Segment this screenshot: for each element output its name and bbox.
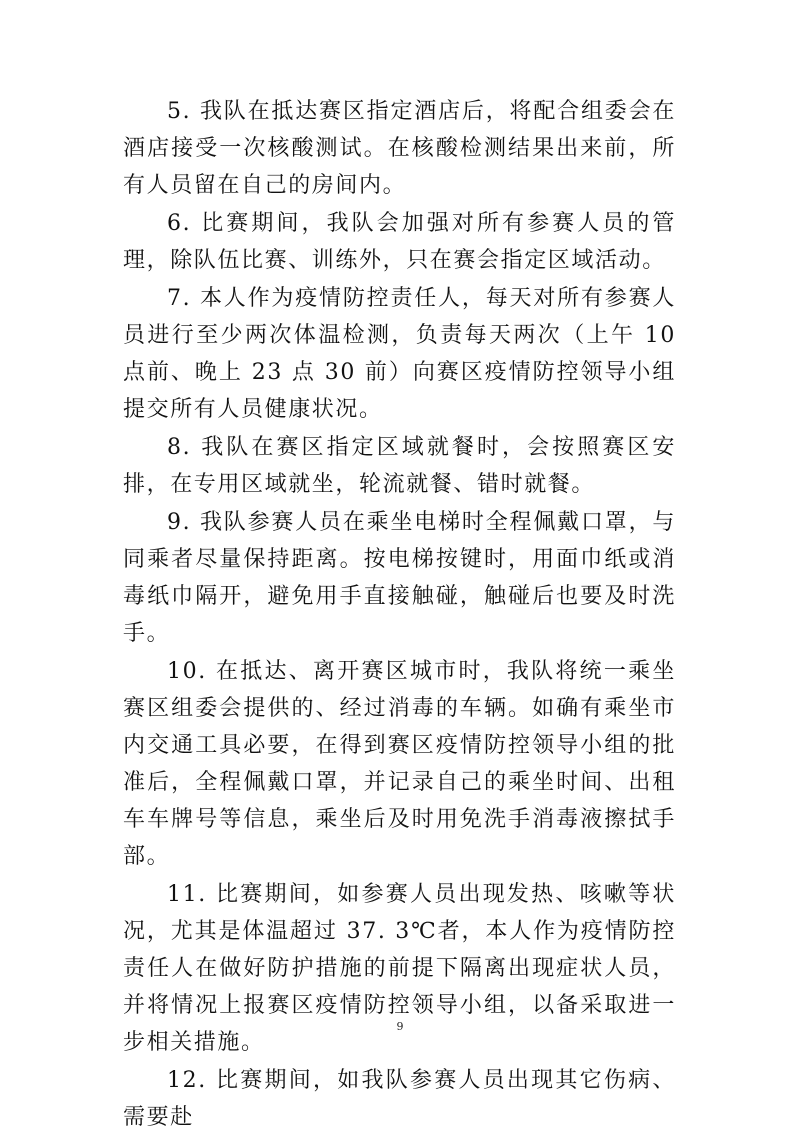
paragraph-item-8: 8. 我队在赛区指定区域就餐时，会按照赛区安排，在专用区域就坐，轮流就餐、错时就餐。 [123, 435, 676, 497]
paragraph-item-5: 5. 我队在抵达赛区指定酒店后，将配合组委会在酒店接受一次核酸测试。在核酸检测结果出来前，所有人员留在自己的房间内。 [123, 99, 676, 198]
page-number: 9 [396, 1020, 404, 1033]
paragraph-item-9: 9. 我队参赛人员在乘坐电梯时全程佩戴口罩，与同乘者尽量保持距离。按电梯按键时，用面巾纸或消毒纸巾隔开，避免用手直接触碰，触碰后也要及时洗手。 [123, 510, 676, 646]
paragraph-item-11: 11. 比赛期间，如参赛人员出现发热、咳嗽等状况，尤其是体温超过 37. 3℃者，本人作为疫情防控责任人在做好防护措施的前提下隔离出现症状人员，并将情况上报赛区疫情防控领导小组，以备采取进一步相关措施。 [123, 882, 676, 1055]
paragraph-item-6: 6. 比赛期间，我队会加强对所有参赛人员的管理，除队伍比赛、训练外，只在赛会指定区域活动。 [123, 211, 676, 273]
document-body [123, 93, 676, 1137]
paragraph-item-12: 12. 比赛期间，如我队参赛人员出现其它伤病、需要赴 [123, 1068, 676, 1130]
paragraph-item-7: 7. 本人作为疫情防控责任人，每天对所有参赛人员进行至少两次体温检测，负责每天两次（上午 10 点前、晚上 23 点 30 前）向赛区疫情防控领导小组提交所有人员健康状况。 [123, 286, 676, 422]
paragraph-item-10: 10. 在抵达、离开赛区城市时，我队将统一乘坐赛区组委会提供的、经过消毒的车辆。如确有乘坐市内交通工具必要，在得到赛区疫情防控领导小组的批准后，全程佩戴口罩，并记录自己的乘坐时间、出租车车牌号等信息，乘坐后及时用免洗手消毒液擦拭手部。 [123, 659, 676, 869]
